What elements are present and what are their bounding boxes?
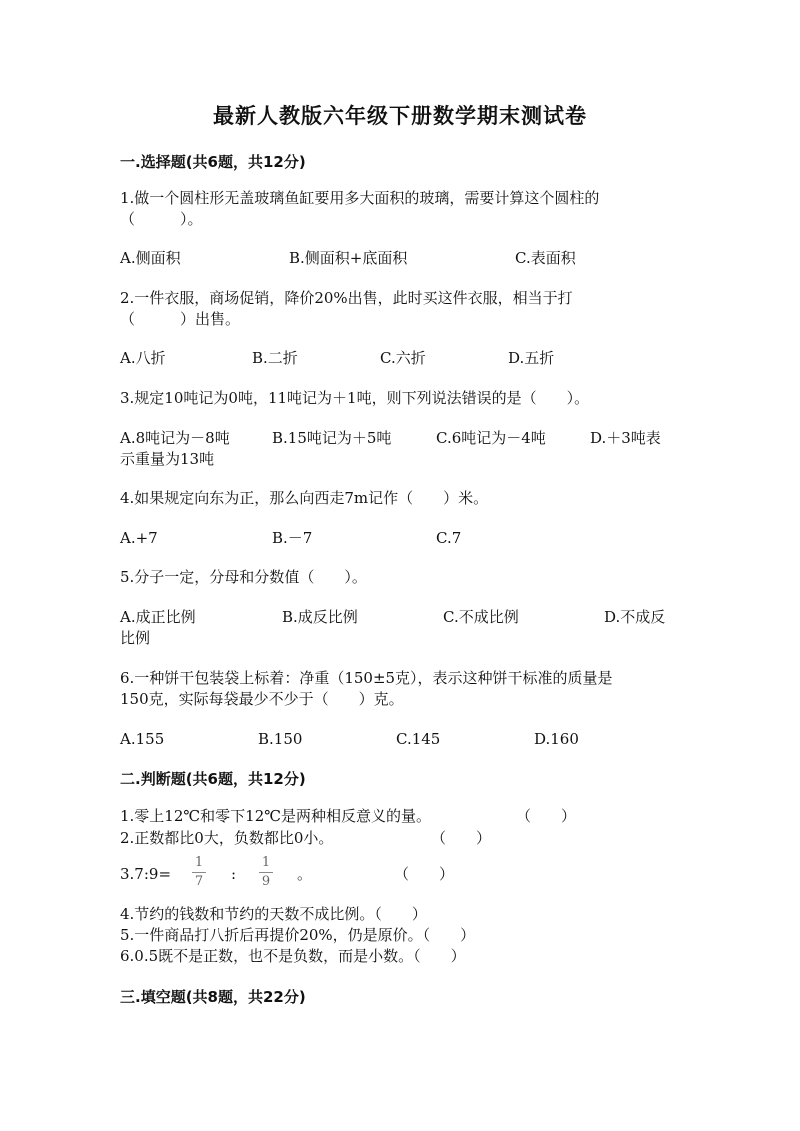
question-2-option-c: C.六折 [380,349,426,367]
question-4-option-c: C.7 [436,529,462,547]
fraction-1-bar [192,872,206,873]
question-3-line-1: 3.规定10吨记为0吨，11吨记为＋1吨，则下列说法错误的是（ ）。 [120,389,590,407]
question-1-option-b: B.侧面积+底面积 [289,249,408,267]
judgement-3-answer-paren: （ ） [394,865,455,883]
judgement-3-colon: : [231,865,237,883]
question-4-option-b: B.－7 [272,529,313,547]
question-3-option-b: B.15吨记为＋5吨 [272,429,392,447]
judgement-3-fraction-1 [192,856,206,889]
judgement-3-prefix: 3.7:9= [120,865,172,883]
question-6-line-1: 6.一种饼干包装袋上标着：净重（150±5克），表示这种饼干标准的质量是 [120,669,613,687]
fraction-2-bar [259,872,273,873]
judgement-3-end: 。 [297,865,313,883]
fraction-1-numerator: 1 [194,855,204,870]
fraction-1-denominator: 7 [194,874,204,889]
question-3-option-d-wrap: 示重量为13吨 [120,450,215,468]
question-1-line-1: 1.做一个圆柱形无盖玻璃鱼缸要用多大面积的玻璃，需要计算这个圆柱的 [120,189,600,207]
question-3-option-d: D.＋3吨表 [590,429,661,447]
question-5-line-1: 5.分子一定，分母和分数值（ ）。 [120,568,367,586]
question-5-option-d-wrap: 比例 [120,629,151,647]
question-5-option-b: B.成反比例 [282,608,358,626]
question-2-option-d: D.五折 [508,349,555,367]
question-2-option-a: A.八折 [120,349,166,367]
section-heading-judgement: 二.判断题(共6题，共12分) [120,770,306,788]
section-heading-fill-in: 三.填空题(共8题，共22分) [120,988,306,1006]
question-5-option-d: D.不成反 [604,608,666,626]
question-3-option-c: C.6吨记为－4吨 [436,429,546,447]
question-6-option-c: C.145 [396,730,441,748]
question-6-option-b: B.150 [258,730,303,748]
judgement-4-text: 4.节约的钱数和节约的天数不成比例。（ ） [120,905,427,923]
page-title: 最新人教版六年级下册数学期末测试卷 [213,104,587,128]
judgement-2-answer-paren: （ ） [431,829,492,847]
judgement-5-text: 5.一件商品打八折后再提价20%，仍是原价。（ ） [120,926,476,944]
question-5-option-a: A.成正比例 [120,608,196,626]
question-3-option-a: A.8吨记为－8吨 [120,429,230,447]
judgement-1-text: 1.零上12℃和零下12℃是两种相反意义的量。 [120,807,432,825]
judgement-2-text: 2.正数都比0大，负数都比0小。 [120,829,334,847]
question-4-line-1: 4.如果规定向东为正，那么向西走7m记作（ ）米。 [120,489,489,507]
question-2-option-b: B.二折 [252,349,298,367]
fraction-2-denominator: 9 [261,874,271,889]
question-1-option-a: A.侧面积 [120,249,181,267]
question-2-line-2: （ ）出售。 [120,310,241,328]
question-5-option-c: C.不成比例 [443,608,519,626]
question-6-line-2: 150克，实际每袋最少不少于（ ）克。 [120,690,404,708]
judgement-3-fraction-2 [259,856,273,889]
judgement-6-text: 6.0.5既不是正数，也不是负数，而是小数。（ ） [120,947,466,965]
section-heading-choice: 一.选择题(共6题，共12分) [120,153,306,171]
question-2-line-1: 2.一件衣服，商场促销，降价20%出售，此时买这件衣服，相当于打 [120,289,573,307]
question-1-line-2: （ ）。 [120,210,203,228]
fraction-2-numerator: 1 [261,855,271,870]
question-6-option-a: A.155 [120,730,165,748]
question-6-option-d: D.160 [534,730,579,748]
judgement-1-answer-paren: （ ） [516,807,577,825]
question-4-option-a: A.+7 [120,529,158,547]
question-1-option-c: C.表面积 [515,249,576,267]
